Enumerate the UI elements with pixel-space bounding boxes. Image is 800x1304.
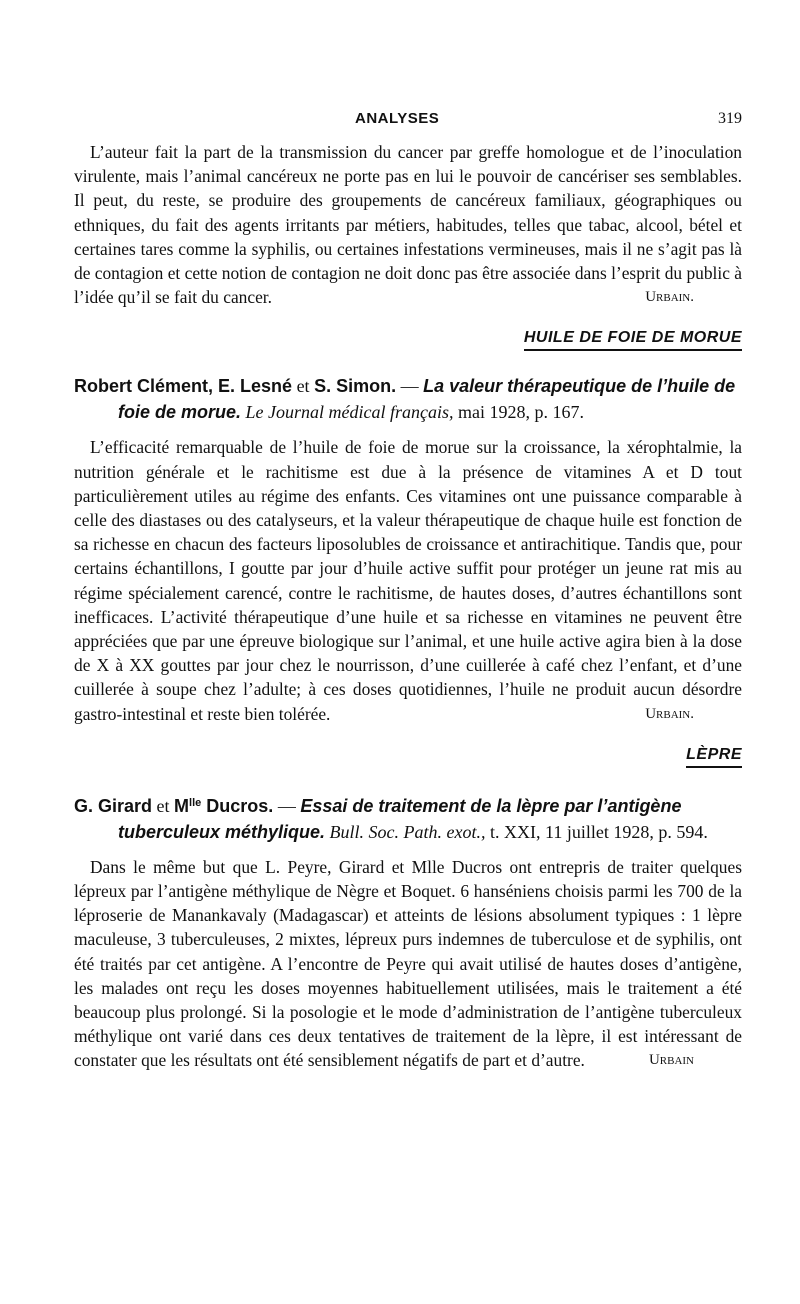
article2-title: La valeur thérapeutique de l’huile de foie de morue.: [118, 376, 736, 423]
article2-signature: Urbain.: [645, 705, 694, 722]
article3-title: Essai de traitement de la lèpre par l’antigène tuberculeux méthylique.: [118, 795, 682, 842]
article2-reference: [74, 373, 742, 425]
article3-author2-sup: lle: [189, 796, 202, 809]
section1-title: HUILE DE FOIE DE MORUE: [524, 329, 742, 351]
journal-page: [74, 110, 742, 1073]
running-title: ANALYSES: [355, 110, 440, 127]
article1-text: [74, 140, 742, 309]
article2-journal: Le Journal médical français,: [245, 402, 454, 423]
article3-dash: —: [277, 795, 296, 816]
article2-text: [74, 435, 742, 725]
article3-citation: t. XXI, 11 juillet 1928, p. 594.: [490, 821, 708, 842]
section-heading-cod-liver-oil: [74, 329, 742, 351]
page-number: 319: [718, 110, 742, 127]
article2-citation: mai 1928, p. 167.: [458, 402, 585, 423]
article3-author2-prefix: M: [174, 795, 190, 816]
article2-author-last: S. Simon.: [314, 376, 397, 397]
article3-et: et: [156, 795, 170, 816]
section-heading-leprosy: [74, 746, 742, 768]
article3-reference: [74, 790, 742, 845]
article3-author1: G. Girard: [74, 795, 153, 816]
article3-text: [74, 855, 742, 1073]
article1-body: L’auteur fait la part de la transmission du cancer par greffe homologue et de l’inoculation virulente, mais l’animal cancéreux ne porte pas en lui le pouvoir de cancériser ses semblables. Il peut, du reste, se produire des groupements de cancéreux familiaux, géographiques ou ethniques, du fait des agents irritants par métiers, habitudes, telles que tabac, alcool, bétel et certaines tares comme la syphilis, ou certaines infestations vermineuses, mais il ne s’agit pas là de contagion et cette notion de contagion ne doit donc pas être associée dans l’esprit du public à l’idée qu’il se fait du cancer.: [74, 142, 742, 308]
article2-body: L’efficacité remarquable de l’huile de foie de morue sur la croissance, la xérophtalmie, la nutrition générale et le rachitisme est due à la présence de vitamines A et D tout particulièrement utiles au régime des enfants. Ces vitamines ont une puissance comparable à celle des diastases ou des catalyseurs, et la valeur thérapeutique de chaque huile est fonction de sa richesse en chacun des facteurs liposolubles de croissance et antirachitique. Tandis que, pour certains échantillons, I goutte par jour d’huile active suffit pour protéger un jeune rat mis au régime spécialement carencé, contre le rachitisme, de hautes doses, d’autres échantillons sont inefficaces. L’activité thérapeutique d’une huile et sa richesse en vitamines ne peuvent être appréciées que par une épreuve biologique sur l’animal, et une huile active agira bien à la dose de X à XX gouttes par jour chez le nourrisson, d’une cuillerée à café chez l’enfant, et d’une cuillerée à soupe chez l’adulte; à ces doses quotidiennes, l’huile ne produit aucun désordre gastro-intestinal et reste bien tolérée.: [74, 437, 742, 724]
article2-et: et: [296, 376, 310, 397]
article3-author2: [174, 796, 273, 816]
article1-signature: Urbain.: [645, 289, 694, 306]
article3-journal: Bull. Soc. Path. exot.,: [329, 821, 486, 842]
article3-signature: Urbain: [648, 1052, 694, 1069]
article3-author2-name: Ducros.: [206, 795, 274, 816]
section2-title: LÈPRE: [686, 746, 742, 768]
article3-body: Dans le même but que L. Peyre, Girard et Mlle Ducros ont entrepris de traiter quelques lépreux par l’antigène méthylique de Nègre et Boquet. 6 hanséniens choisis parmi les 700 de la léproserie de Manankavaly (Madagascar) et atteints de lésions absolument typiques : 1 lèpre maculeuse, 3 tuberculeuses, 2 mixtes, lépreux purs indemnes de tuberculose et de syphilis, ont été traités par cet antigène. A l’encontre de Peyre qui avait utilisé de hautes doses d’antigène, les malades ont reçu les doses moyennes habituellement utilisées, mais le traitement a été beaucoup plus prolongé. Si la posologie et le mode d’administration de l’antigène tuberculeux méthylique ont varié dans ces deux tentatives de traitement de la lèpre, il est intéressant de constater que les résultats ont été sensiblement négatifs de part et d’autre.: [74, 856, 742, 1071]
page-header: [74, 110, 742, 140]
article2-dash: —: [400, 376, 419, 397]
article2-authors: Robert Clément, E. Lesné: [74, 376, 293, 397]
